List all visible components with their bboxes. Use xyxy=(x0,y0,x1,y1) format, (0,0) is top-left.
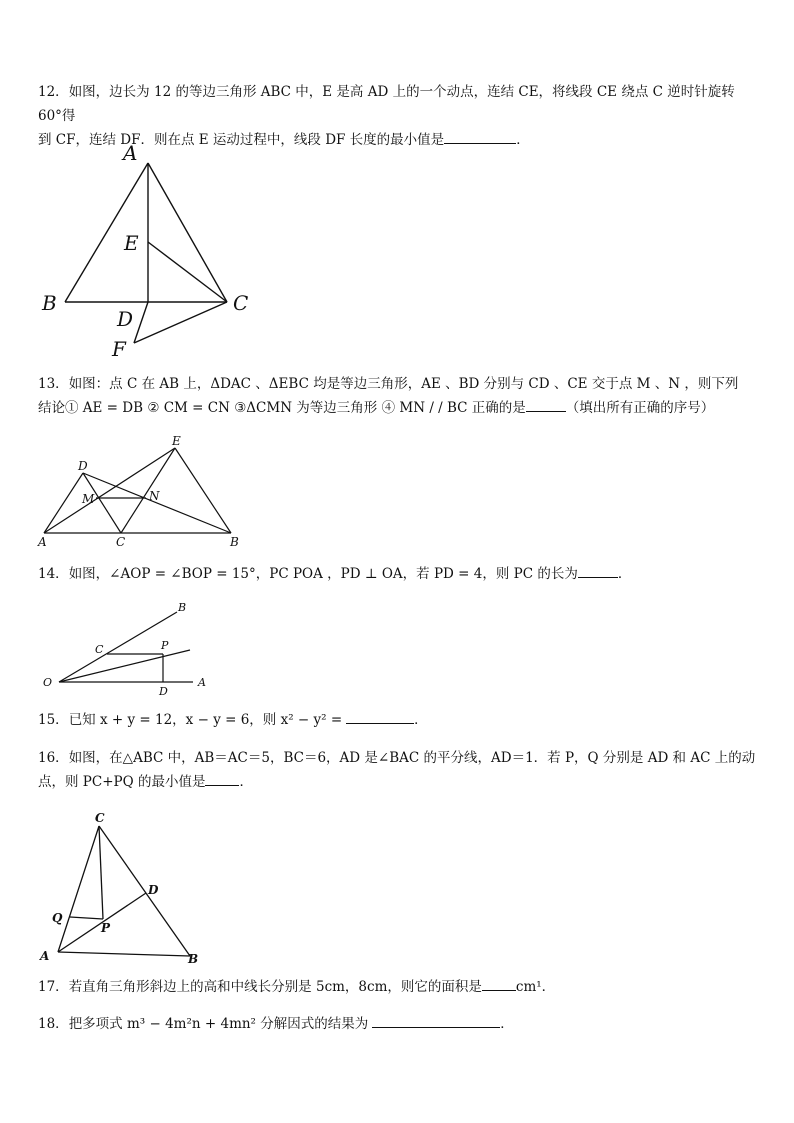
label-d: D xyxy=(78,459,88,473)
label-n: N xyxy=(149,489,160,503)
question-text-line: 14．如图，∠AOP = ∠BOP = 15°，PC POA ，PD ⊥ OA，若 PD = 4，则 PC 的长为 ． xyxy=(38,562,758,586)
segment-ec xyxy=(148,242,227,302)
segment-cf xyxy=(134,302,227,343)
label-o: O xyxy=(43,676,53,689)
label-p: P xyxy=(101,921,111,935)
label-d: D xyxy=(148,883,159,897)
segment-db xyxy=(83,473,231,533)
figure-q16-triangle xyxy=(30,806,210,968)
label-b: B xyxy=(230,535,239,549)
question-text-line: 16．如图，在△ABC 中，AB＝AC＝5，BC＝6，AD 是∠BAC 的平分线，AD＝1．若 P，Q 分别是 AD 和 AC 上的动 xyxy=(38,750,756,766)
label-p: P xyxy=(161,639,169,652)
question-13 xyxy=(38,372,758,420)
ray-ob xyxy=(59,612,177,682)
question-number: 15． xyxy=(38,712,69,728)
segment-ce xyxy=(121,448,175,533)
label-f: F xyxy=(112,337,126,361)
figure-q12-triangle xyxy=(30,140,270,365)
label-m: M xyxy=(82,492,95,506)
question-15 xyxy=(38,708,758,732)
label-a: A xyxy=(40,949,50,963)
question-text-line: 15．已知 x + y = 12，x − y = 6，则 x² − y² = ． xyxy=(38,708,758,732)
label-d: D xyxy=(159,685,168,698)
label-b: B xyxy=(178,601,187,614)
label-c: C xyxy=(233,291,249,315)
segment-ac xyxy=(148,163,227,302)
label-q: Q xyxy=(52,911,63,925)
figure-q13-triangles xyxy=(30,432,260,550)
segment-df xyxy=(134,302,148,343)
segment-eb xyxy=(175,448,231,533)
label-b: B xyxy=(42,291,57,315)
label-c: C xyxy=(116,535,126,549)
question-number: 12． xyxy=(38,84,69,100)
segment-cp xyxy=(99,826,103,919)
ray-op xyxy=(59,650,190,682)
question-text-line: 点，则 PC+PQ 的最小值是 ． xyxy=(38,770,758,794)
label-e: E xyxy=(124,231,139,255)
label-a: A xyxy=(123,141,138,165)
segment-qp xyxy=(70,917,103,919)
question-text-line: 17．若直角三角形斜边上的高和中线长分别是 5cm，8cm，则它的面积是 cm¹． xyxy=(38,975,758,999)
question-number: 14． xyxy=(38,566,69,582)
answer-blank[interactable] xyxy=(526,397,566,412)
answer-blank[interactable] xyxy=(346,709,414,724)
label-c: C xyxy=(95,643,104,656)
answer-blank[interactable] xyxy=(205,771,239,786)
question-14 xyxy=(38,562,758,586)
answer-blank[interactable] xyxy=(482,976,516,991)
question-number: 13． xyxy=(38,376,69,392)
question-text-line: 13．如图：点 C 在 AB 上，ΔDAC 、ΔEBC 均是等边三角形，AE 、BD 分别与 CD 、CE 交于点 M 、N ，则下列 xyxy=(38,376,739,392)
segment-ca xyxy=(58,826,99,952)
label-a: A xyxy=(38,535,47,549)
question-18 xyxy=(38,1012,758,1036)
question-text-line: 结论① AE = DB ② CM = CN ③ΔCMN 为等边三角形 ④ MN / / BC 正确的是 （填出所有正确的序号） xyxy=(38,396,758,420)
segment-ad xyxy=(44,473,83,533)
question-text-line: 18．把多项式 m³ − 4m²n + 4mn² 分解因式的结果为 ． xyxy=(38,1012,758,1036)
answer-blank[interactable] xyxy=(444,129,516,144)
segment-cb xyxy=(99,826,190,956)
question-text-line: 到 CF，连结 DF．则在点 E 运动过程中，线段 DF 长度的最小值是 ． xyxy=(38,128,758,152)
question-17 xyxy=(38,975,758,999)
label-e: E xyxy=(172,434,181,448)
question-number: 18． xyxy=(38,1016,69,1032)
answer-blank[interactable] xyxy=(578,563,618,578)
label-d: D xyxy=(117,307,134,331)
segment-ab xyxy=(58,952,190,956)
label-b: B xyxy=(188,952,199,966)
answer-blank[interactable] xyxy=(372,1013,500,1028)
question-text-line: 12．如图，边长为 12 的等边三角形 ABC 中，E 是高 AD 上的一个动点，连结 CE，将线段 CE 绕点 C 逆时针旋转 60°得 xyxy=(38,84,735,124)
question-16 xyxy=(38,746,758,794)
label-a: A xyxy=(198,676,206,689)
label-c: C xyxy=(95,811,105,825)
question-number: 16． xyxy=(38,750,69,766)
figure-q14-angles xyxy=(30,596,230,700)
question-number: 17． xyxy=(38,979,69,995)
